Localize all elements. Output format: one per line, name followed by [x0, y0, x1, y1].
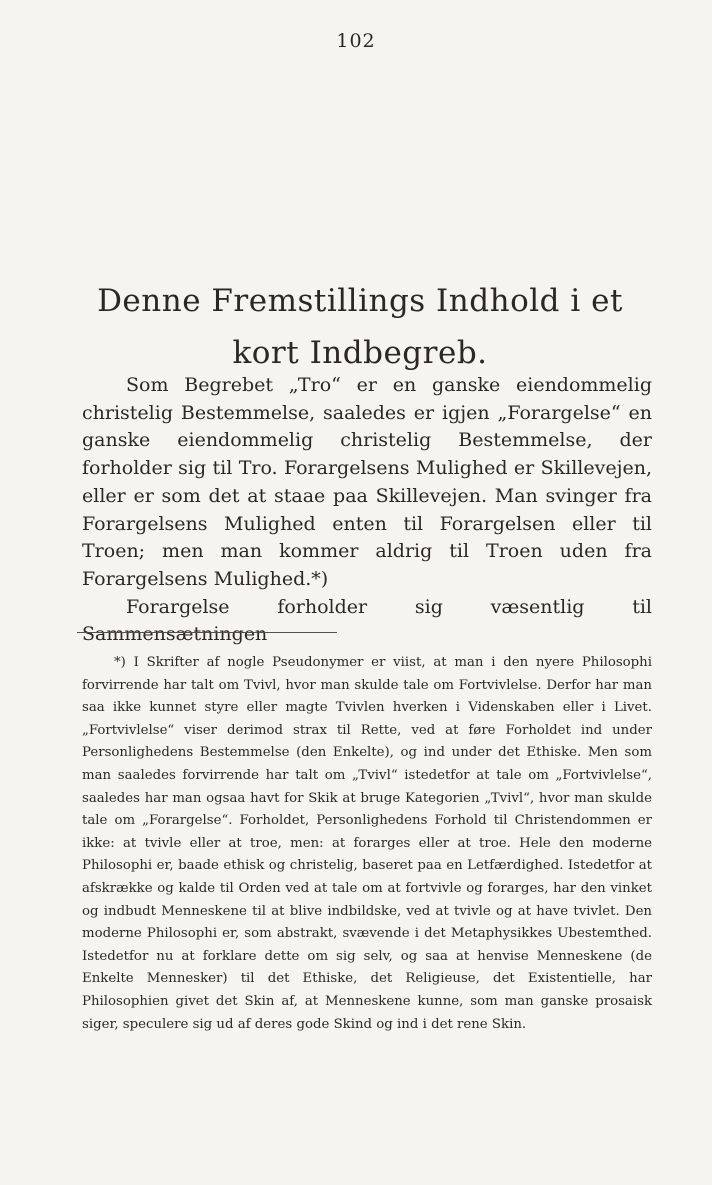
footnote-divider	[77, 632, 337, 633]
paragraph: Som Begrebet „Tro“ er en ganske eiendommelig christelig Bestemmelse, saaledes er igjen „Forargelse“ en ganske eiendommelig christelig Bestemmelse, der forholder sig til Tro. Forargelsens Mulighed er Skillevejen, eller er som det at staae paa Skillevejen. Man svinger fra Forargelsens Mulighed enten til Forargelsen eller til Troen; men man kommer aldrig til Troen uden fra Forargelsens Mulighed.*)	[82, 374, 652, 590]
body-text	[82, 372, 652, 649]
paragraph: Forargelse forholder sig væsentlig til Sammensætningen	[82, 595, 652, 646]
footnote	[82, 652, 652, 1036]
footnote-text: *) I Skrifter af nogle Pseudonymer er viist, at man i den nyere Philosophi forvirrende har talt om Tvivl, hvor man skulde tale om Fortvivlelse. Derfor har man saa ikke kunnet styre eller magte Tvivlen hverken i Videnskaben eller i Livet. „Fortvivlelse“ viser derimod strax til Rette, ved at føre Forholdet ind under Personlighedens Bestemmelse (den Enkelte), og ind under det Ethiske. Men som man saaledes forvirrende har talt om „Tvivl“ istedetfor at tale om „Fortvivlelse“, saaledes har man ogsaa havt for Skik at bruge Kategorien „Tvivl“, hvor man skulde tale om „Forargelse“. Forholdet, Personlighedens Forhold til Christendommen er ikke: at tvivle eller at troe, men: at forarges eller at troe. Hele den moderne Philosophi er, baade ethisk og christelig, baseret paa en Letfærdighed. Istedetfor at afskrække og kalde til Orden ved at tale om at fortvivle og forarges, har den vinket og indbudt Menneskene til at blive indbildske, ved at tvivle og at have tvivlet. Den moderne Philosophi er, som abstrakt, svævende i det Metaphysikkes Ubestemthed. Istedetfor nu at forklare dette om sig selv, og saa at henvise Menneskene (de Enkelte Mennesker) til det Ethiske, det Religieuse, det Existentielle, har Philosophien givet det Skin af, at Menneskene kunne, som man ganske prosaisk siger, speculere sig ud af deres gode Skind og ind i det rene Skin.	[82, 655, 652, 1032]
page-number: 102	[336, 30, 376, 52]
section-heading: Denne Fremstillings Indhold i et kort Indbegreb.	[97, 283, 623, 371]
